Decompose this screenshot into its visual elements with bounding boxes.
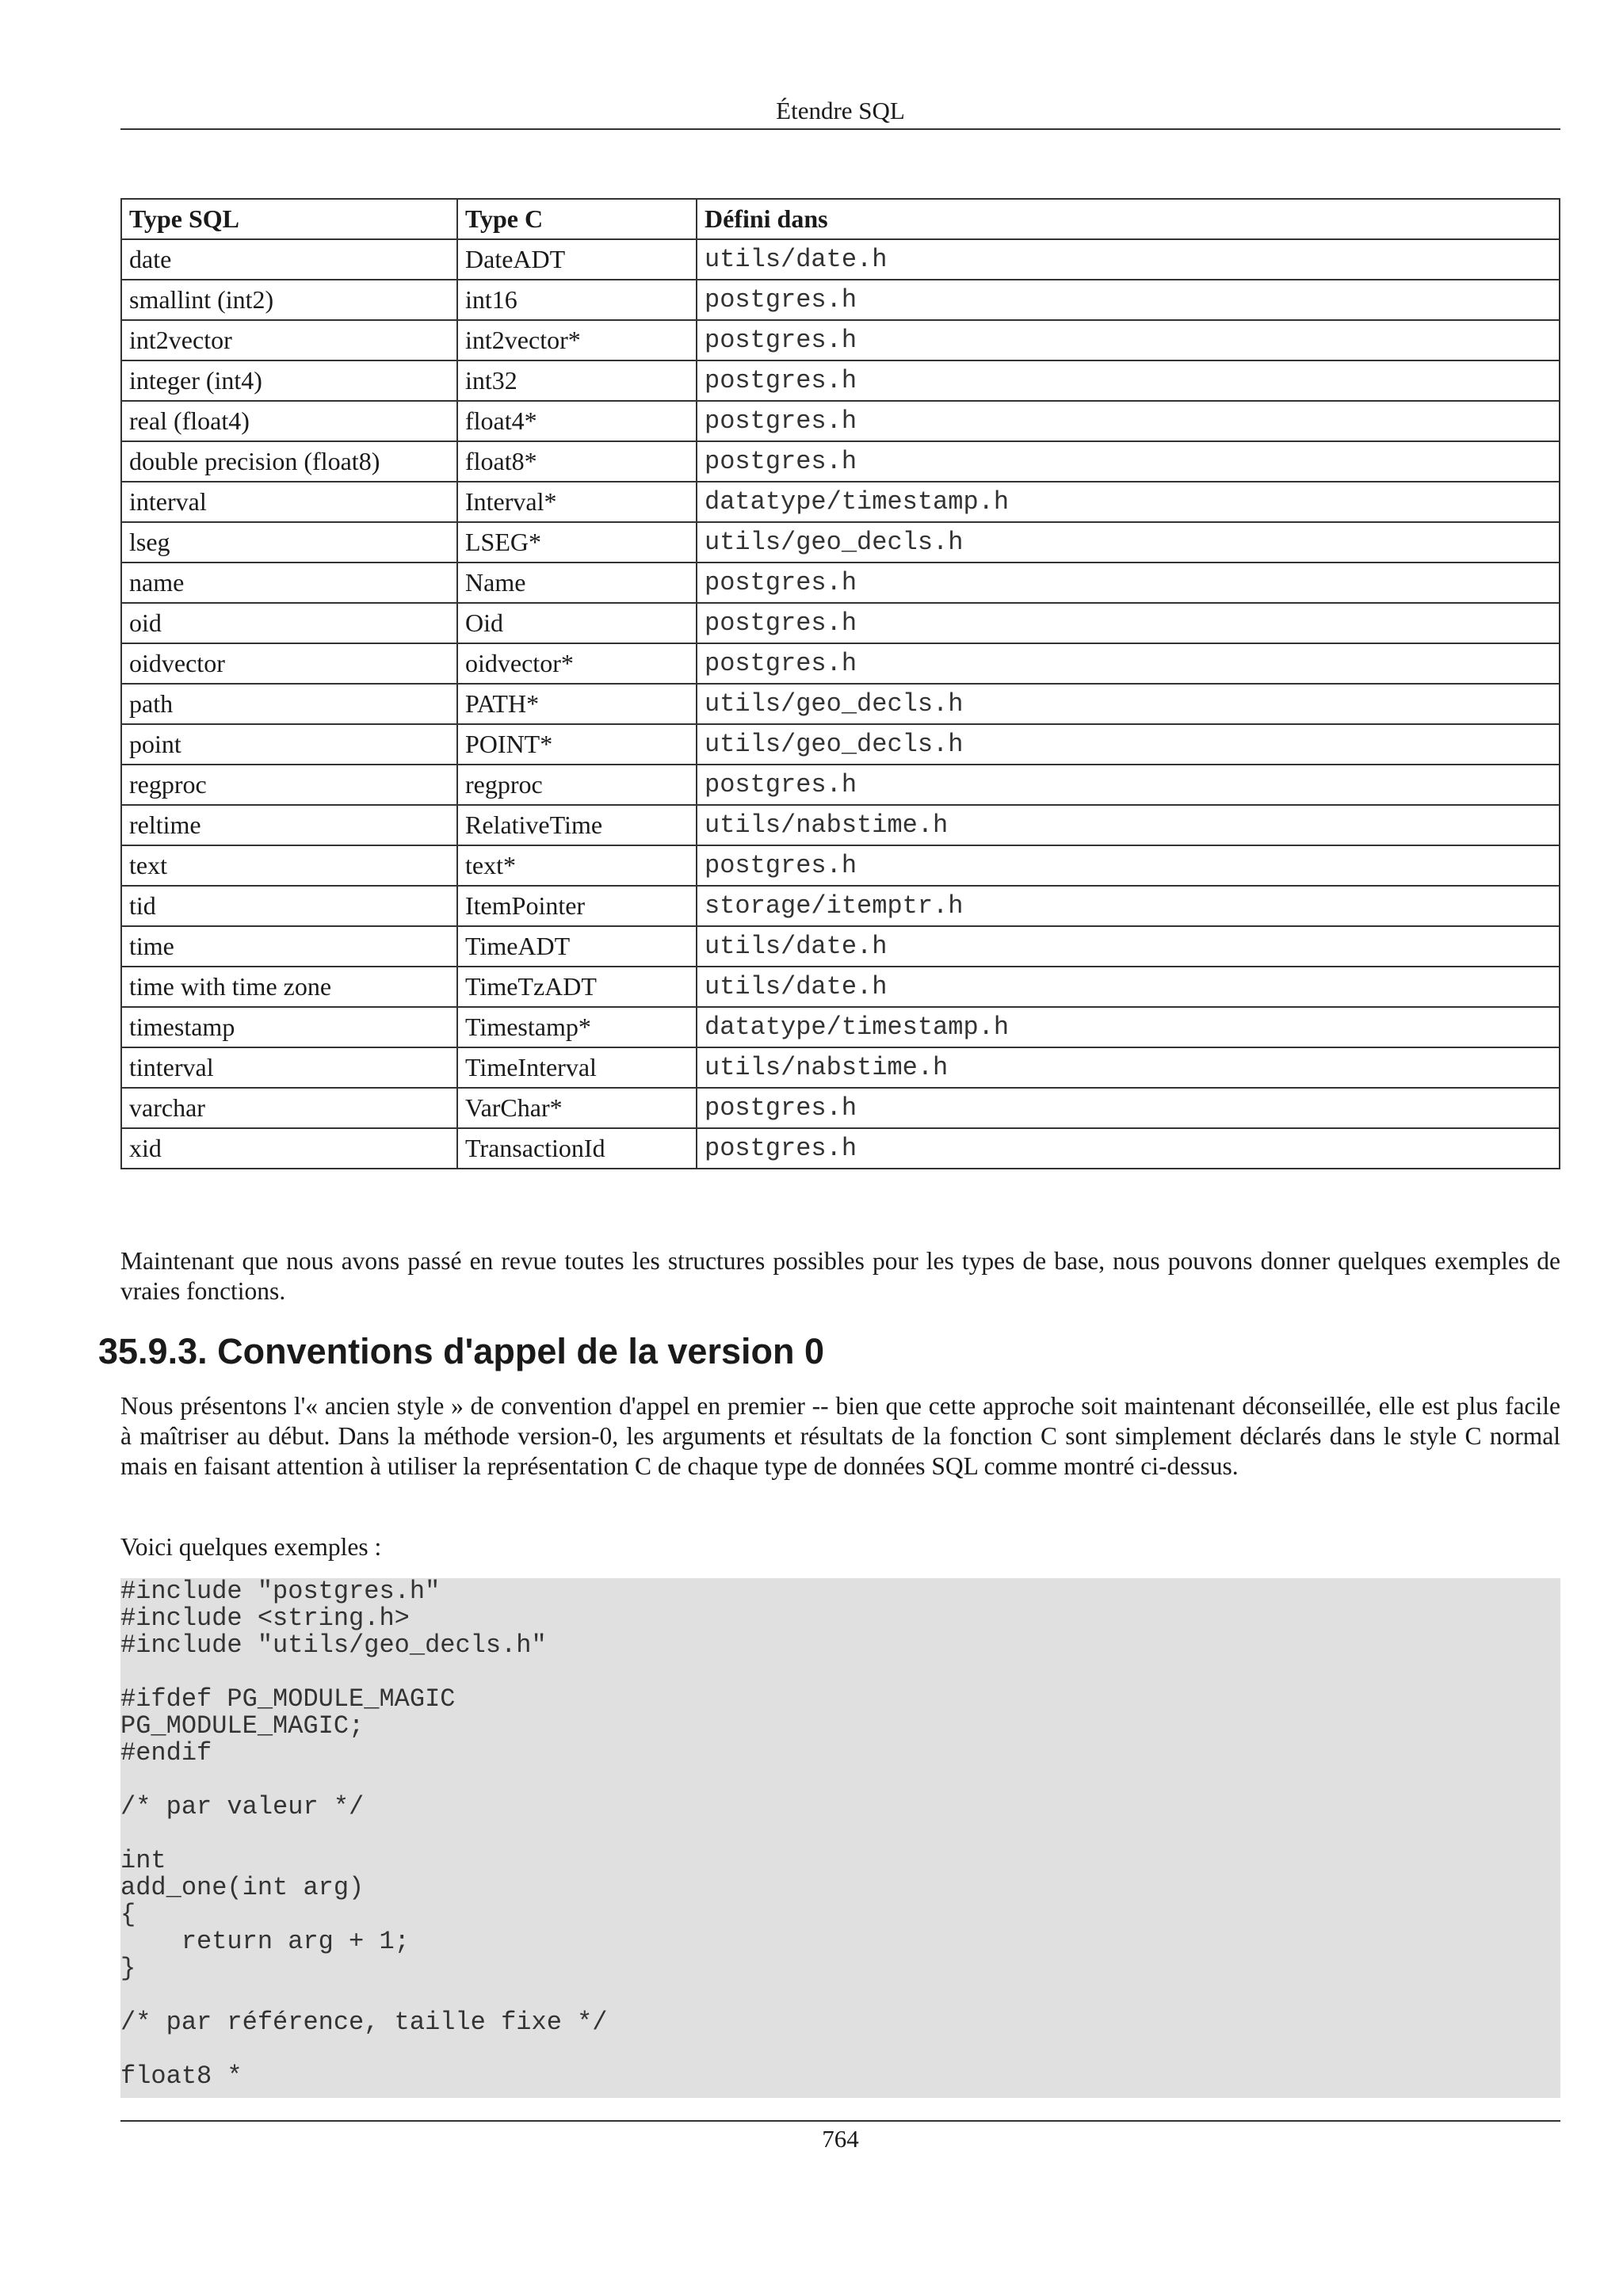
code-line: /* par référence, taille fixe */ [120,2008,608,2037]
cell-c-type: Oid [457,603,697,643]
cell-sql-type: interval [121,482,457,522]
cell-defined-in: postgres.h [697,765,1560,805]
cell-c-type: Name [457,563,697,603]
cell-defined-in: postgres.h [697,1128,1560,1169]
page-number: 764 [120,2120,1560,2157]
cell-sql-type: text [121,845,457,886]
code-line: { [120,1900,136,1929]
code-line [120,1982,1560,2009]
examples-intro: Voici quelques exemples : [120,1533,382,1561]
cell-c-type: TimeADT [457,926,697,967]
cell-defined-in: utils/nabstime.h [697,1047,1560,1088]
code-block [120,1578,1560,2098]
cell-c-type: int2vector* [457,320,697,360]
cell-defined-in: postgres.h [697,441,1560,482]
cell-c-type: int16 [457,280,697,320]
cell-c-type: Interval* [457,482,697,522]
cell-sql-type: int2vector [121,320,457,360]
running-header: Étendre SQL [120,93,1560,130]
cell-sql-type: varchar [121,1088,457,1128]
cell-defined-in: postgres.h [697,1088,1560,1128]
cell-defined-in: utils/geo_decls.h [697,522,1560,563]
table-row [121,845,1560,886]
cell-c-type: LSEG* [457,522,697,563]
table-row [121,684,1560,724]
cell-c-type: float4* [457,401,697,441]
cell-c-type: POINT* [457,724,697,765]
cell-c-type: TimeInterval [457,1047,697,1088]
cell-c-type: TimeTzADT [457,967,697,1007]
table-row [121,563,1560,603]
cell-defined-in: storage/itemptr.h [697,886,1560,926]
cell-c-type: TransactionId [457,1128,697,1169]
cell-sql-type: lseg [121,522,457,563]
code-line: float8 * [120,2061,242,2091]
code-line: #endif [120,1738,212,1768]
cell-sql-type: regproc [121,765,457,805]
section-title: 35.9.3. Conventions d'appel de la version 0 [98,1331,824,1371]
cell-sql-type: date [121,239,457,280]
table-row [121,320,1560,360]
table-row [121,603,1560,643]
cell-sql-type: oidvector [121,643,457,684]
cell-defined-in: postgres.h [697,563,1560,603]
cell-sql-type: time [121,926,457,967]
cell-defined-in: postgres.h [697,643,1560,684]
code-line: int [120,1846,166,1875]
cell-defined-in: utils/nabstime.h [697,805,1560,845]
code-line: #include <string.h> [120,1604,410,1633]
cell-defined-in: datatype/timestamp.h [697,482,1560,522]
cell-defined-in: utils/geo_decls.h [697,724,1560,765]
cell-sql-type: point [121,724,457,765]
code-line: /* par valeur */ [120,1792,365,1821]
cell-sql-type: integer (int4) [121,360,457,401]
cell-c-type: int32 [457,360,697,401]
cell-sql-type: oid [121,603,457,643]
code-line: } [120,1954,136,1983]
cell-defined-in: utils/date.h [697,967,1560,1007]
table-row [121,926,1560,967]
cell-defined-in: datatype/timestamp.h [697,1007,1560,1047]
table-row [121,239,1560,280]
code-line: #include "postgres.h" [120,1578,441,1606]
section-paragraph: Nous présentons l'« ancien style » de convention d'appel en premier -- bien que cette approche soit maintenant déconseillée, elle est plus facile à maîtriser au début. Dans la méthode version-0, les arguments et résultats de la fonction C sont simplement déclarés dans le style C normal mais en faisant attention à utiliser la représentation C de chaque type de données SQL comme montré ci-dessus. [120,1392,1560,1480]
code-line: add_one(int arg) [120,1873,365,1902]
table-row [121,1088,1560,1128]
column-header-defined-in: Défini dans [697,199,1560,239]
cell-sql-type: time with time zone [121,967,457,1007]
sql-c-type-table [120,198,1560,1169]
cell-sql-type: tinterval [121,1047,457,1088]
cell-defined-in: postgres.h [697,360,1560,401]
cell-defined-in: utils/date.h [697,926,1560,967]
cell-c-type: DateADT [457,239,697,280]
cell-c-type: ItemPointer [457,886,697,926]
code-line [120,1659,1560,1686]
table-row [121,401,1560,441]
table-row [121,1128,1560,1169]
cell-defined-in: utils/geo_decls.h [697,684,1560,724]
cell-c-type: regproc [457,765,697,805]
table-row [121,441,1560,482]
table-row [121,967,1560,1007]
cell-sql-type: reltime [121,805,457,845]
table-row [121,724,1560,765]
column-header-sql-type: Type SQL [121,199,457,239]
cell-defined-in: postgres.h [697,845,1560,886]
cell-sql-type: timestamp [121,1007,457,1047]
cell-sql-type: double precision (float8) [121,441,457,482]
cell-sql-type: name [121,563,457,603]
cell-defined-in: postgres.h [697,320,1560,360]
cell-c-type: text* [457,845,697,886]
table-row [121,886,1560,926]
cell-sql-type: smallint (int2) [121,280,457,320]
code-line: #ifdef PG_MODULE_MAGIC [120,1684,456,1714]
cell-defined-in: postgres.h [697,401,1560,441]
cell-sql-type: path [121,684,457,724]
cell-c-type: float8* [457,441,697,482]
table-row [121,1007,1560,1047]
cell-sql-type: xid [121,1128,457,1169]
cell-defined-in: utils/date.h [697,239,1560,280]
cell-c-type: PATH* [457,684,697,724]
table-row [121,280,1560,320]
table-row [121,805,1560,845]
table-row [121,1047,1560,1088]
cell-sql-type: real (float4) [121,401,457,441]
code-line: return arg + 1; [120,1927,410,1956]
code-line [120,1767,1560,1794]
code-line: #include "utils/geo_decls.h" [120,1630,547,1660]
table-row [121,482,1560,522]
intro-paragraph: Maintenant que nous avons passé en revue toutes les structures possibles pour les types de base, nous pouvons donner quelques exemples de vraies fonctions. [120,1247,1560,1305]
code-line [120,2036,1560,2063]
cell-c-type: oidvector* [457,643,697,684]
cell-defined-in: postgres.h [697,280,1560,320]
cell-c-type: Timestamp* [457,1007,697,1047]
table-row [121,360,1560,401]
table-header-row [121,199,1560,239]
code-line: PG_MODULE_MAGIC; [120,1711,365,1741]
cell-c-type: VarChar* [457,1088,697,1128]
table-body [121,239,1560,1169]
cell-sql-type: tid [121,886,457,926]
column-header-c-type: Type C [457,199,697,239]
code-line [120,1821,1560,1848]
cell-defined-in: postgres.h [697,603,1560,643]
table-row [121,643,1560,684]
cell-c-type: RelativeTime [457,805,697,845]
table-row [121,522,1560,563]
table-row [121,765,1560,805]
